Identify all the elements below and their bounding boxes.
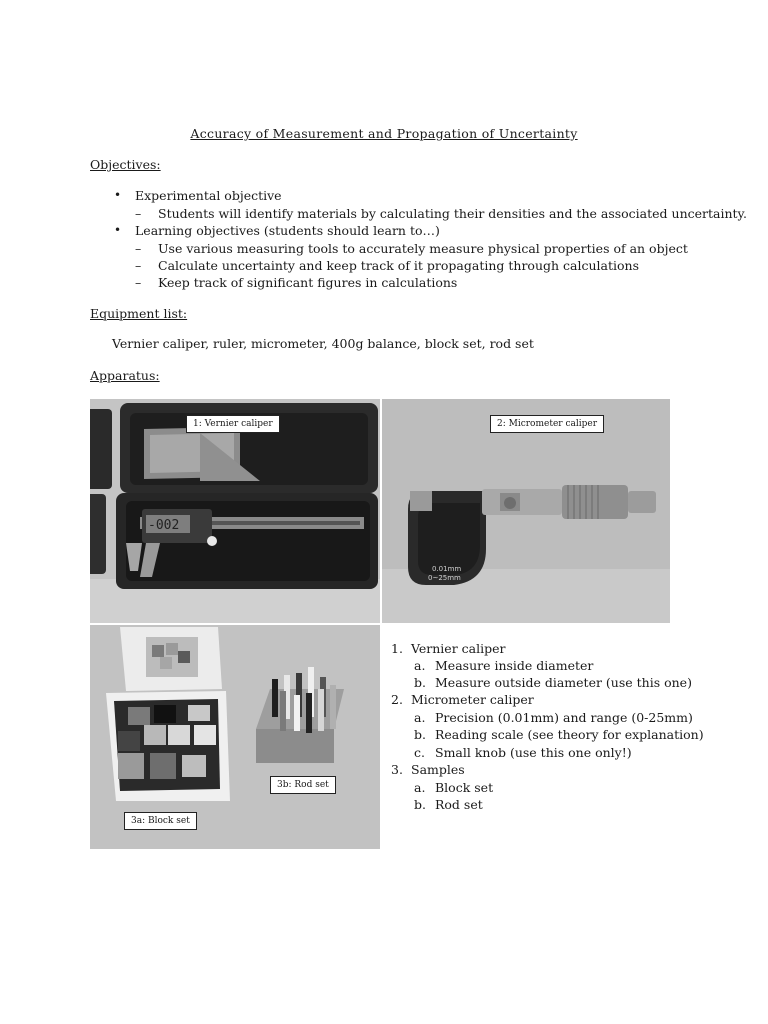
list-item: Vernier caliper [411, 641, 506, 656]
dash-icon: – [135, 206, 142, 221]
page-title: Accuracy of Measurement and Propagation of Uncertainty [190, 126, 578, 141]
objective-subitem: Calculate uncertainty and keep track of it propagating through calculations [158, 258, 639, 273]
dash-icon: – [135, 275, 142, 290]
equipment-text: Vernier caliper, ruler, micrometer, 400g balance, block set, rod set [112, 336, 534, 351]
samples-photo [90, 625, 380, 849]
dash-icon: – [135, 241, 142, 256]
apparatus-heading: Apparatus: [90, 368, 160, 383]
objectives-heading: Objectives: [90, 157, 161, 172]
objective-subitem: Use various measuring tools to accurately measure physical properties of an object [158, 241, 688, 256]
list-subitem: Precision (0.01mm) and range (0-25mm) [435, 710, 693, 725]
bullet-icon: • [114, 188, 122, 202]
objective-item: Experimental objective [135, 188, 282, 203]
micrometer-precision-text: 0.01mm [432, 565, 462, 573]
list-subitem: Small knob (use this one only!) [435, 745, 632, 760]
dash-icon: – [135, 258, 142, 273]
list-number: 1. [391, 641, 403, 656]
list-subitem: Measure inside diameter [435, 658, 594, 673]
list-number: 3. [391, 762, 403, 777]
list-letter: b. [414, 727, 426, 742]
list-number: 2. [391, 692, 403, 707]
equipment-heading: Equipment list: [90, 306, 188, 321]
list-subitem: Block set [435, 780, 494, 795]
micrometer-caliper-label: 2: Micrometer caliper [490, 415, 604, 433]
list-item: Micrometer caliper [411, 692, 534, 707]
list-subitem: Measure outside diameter (use this one) [435, 675, 692, 690]
list-letter: a. [414, 658, 426, 673]
block-set-label: 3a: Block set [124, 812, 197, 830]
micrometer-photo [382, 399, 670, 623]
vernier-caliper-photo [90, 399, 380, 623]
bullet-icon: • [114, 223, 122, 237]
list-letter: b. [414, 675, 426, 690]
list-letter: c. [414, 745, 425, 760]
list-letter: a. [414, 780, 426, 795]
objective-subitem: Keep track of significant figures in calculations [158, 275, 458, 290]
list-subitem: Reading scale (see theory for explanation) [435, 727, 704, 742]
micrometer-range-text: 0~25mm [428, 574, 461, 582]
objective-item: Learning objectives (students should learn to…) [135, 223, 440, 238]
list-letter: a. [414, 710, 426, 725]
list-subitem: Rod set [435, 797, 483, 812]
list-letter: b. [414, 797, 426, 812]
caliper-display-readout: -002 [148, 518, 180, 533]
objective-subitem: Students will identify materials by calculating their densities and the associated uncertainty. [158, 206, 747, 221]
list-item: Samples [411, 762, 465, 777]
vernier-caliper-label: 1: Vernier caliper [186, 415, 280, 433]
rod-set-label: 3b: Rod set [270, 776, 336, 794]
